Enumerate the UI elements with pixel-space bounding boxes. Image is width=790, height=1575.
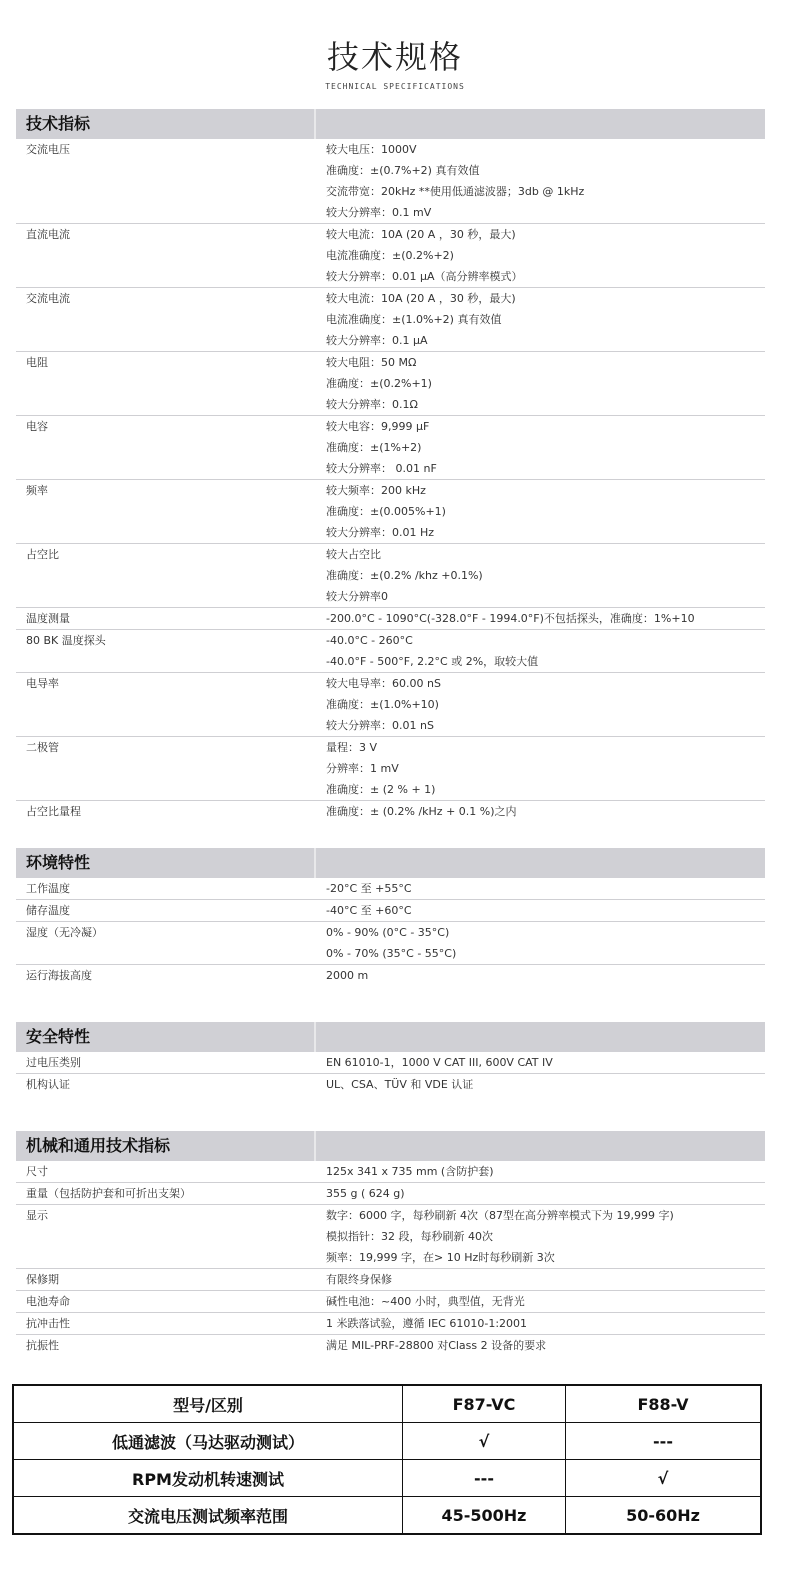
model-cell: F88-V (566, 1385, 762, 1423)
spec-label: 重量（包括防护套和可折出支架） (26, 1187, 191, 1200)
spec-row (16, 900, 765, 922)
spec-label: 直流电流 (26, 228, 70, 241)
model-row (13, 1460, 761, 1497)
spec-row (16, 630, 765, 673)
spec-value: 准确度：± (2 % + 1) (326, 783, 436, 796)
spec-values (316, 1183, 765, 1204)
spec-label: 温度测量 (26, 612, 70, 625)
spec-row (16, 544, 765, 608)
feature-cell: 型号/区别 (13, 1385, 403, 1423)
spec-value: 较大分辨率：0.01 nS (326, 719, 434, 732)
spec-value: 频率：19,999 字，在> 10 Hz时每秒刷新 3次 (326, 1251, 555, 1264)
spec-value: 0% - 70% (35°C - 55°C) (326, 947, 457, 960)
spec-row (16, 480, 765, 544)
model-comparison-table (12, 1384, 762, 1535)
spec-value: 较大分辨率：0.01 Hz (326, 526, 435, 539)
spec-values (316, 1161, 765, 1182)
model-cell: --- (566, 1423, 762, 1460)
feature-cell: 交流电压测试频率范围 (13, 1497, 403, 1535)
spec-label: 保修期 (26, 1273, 59, 1286)
spec-section (16, 1022, 765, 1095)
spec-values (316, 544, 765, 607)
spec-values (316, 922, 765, 964)
spec-value: 较大电阻：50 MΩ (326, 356, 417, 369)
spec-row (16, 1269, 765, 1291)
model-cell: √ (566, 1460, 762, 1497)
spec-label: 抗振性 (26, 1339, 59, 1352)
spec-row (16, 224, 765, 288)
spec-label: 电容 (26, 420, 48, 433)
spec-label: 电导率 (26, 677, 59, 690)
model-row (13, 1385, 761, 1423)
spec-value: 125x 341 x 735 mm (含防护套) (326, 1165, 494, 1178)
spec-values (316, 737, 765, 800)
spec-value: 电流准确度：±(1.0%+2) 真有效值 (326, 313, 502, 326)
spec-value: 有限终身保修 (326, 1273, 392, 1286)
spec-label: 机构认证 (26, 1078, 70, 1091)
page-subtitle: TECHNICAL SPECIFICATIONS (325, 82, 465, 91)
spec-row (16, 965, 765, 986)
spec-value: -200.0°C - 1090°C(-328.0°F - 1994.0°F)不包括探头，准确度：1%+10 (326, 612, 695, 625)
spec-values (316, 801, 765, 822)
spec-value: 较大分辨率：0.01 µA（高分辨率模式） (326, 270, 523, 283)
spec-row (16, 878, 765, 900)
spec-value: -40.0°C - 260°C (326, 634, 413, 647)
spec-value: 较大分辨率： 0.01 nF (326, 462, 437, 475)
model-cell: F87-VC (403, 1385, 566, 1423)
spec-values (316, 288, 765, 351)
spec-value: 数字：6000 字，每秒刷新 4次（87型在高分辨率模式下为 19,999 字) (326, 1209, 674, 1222)
spec-label: 交流电流 (26, 292, 70, 305)
spec-label: 交流电压 (26, 143, 70, 156)
spec-value: 较大电容：9,999 µF (326, 420, 430, 433)
spec-value: 较大分辨率0 (326, 590, 388, 603)
model-cell: 45-500Hz (403, 1497, 566, 1535)
spec-values (316, 630, 765, 672)
spec-section (16, 1131, 765, 1356)
spec-value: 准确度：±(0.7%+2) 真有效值 (326, 164, 480, 177)
spec-values (316, 1269, 765, 1290)
spec-row (16, 1335, 765, 1356)
spec-values (316, 139, 765, 223)
spec-label: 尺寸 (26, 1165, 48, 1178)
spec-value: 较大电导率：60.00 nS (326, 677, 441, 690)
spec-value: 较大电流：10A (20 A ，30 秒，最大) (326, 228, 516, 241)
spec-row (16, 608, 765, 630)
spec-value: -20°C 至 +55°C (326, 882, 412, 895)
spec-value: 较大分辨率：0.1 mV (326, 206, 432, 219)
spec-value: 355 g ( 624 g) (326, 1187, 405, 1200)
spec-row (16, 1052, 765, 1074)
spec-value: 电流准确度：±(0.2%+2) (326, 249, 454, 262)
spec-values (316, 352, 765, 415)
spec-label: 占空比量程 (26, 805, 81, 818)
spec-values (316, 480, 765, 543)
spec-row (16, 352, 765, 416)
section-title: 安全特性 (16, 1022, 316, 1052)
section-title: 机械和通用技术指标 (16, 1131, 316, 1161)
spec-value: 较大电流：10A (20 A ，30 秒，最大) (326, 292, 516, 305)
section-title: 技术指标 (16, 109, 316, 139)
spec-value: 准确度：± (0.2% /kHz + 0.1 %)之内 (326, 805, 517, 818)
spec-value: 准确度：±(1.0%+10) (326, 698, 439, 711)
spec-value: -40°C 至 +60°C (326, 904, 412, 917)
spec-value: 交流带宽：20kHz **使用低通滤波器；3db @ 1kHz (326, 185, 585, 198)
section-header (16, 1131, 765, 1161)
spec-section (16, 848, 765, 986)
spec-label: 工作温度 (26, 882, 70, 895)
spec-value: 准确度：±(0.2% /khz +0.1%) (326, 569, 483, 582)
spec-row (16, 139, 765, 224)
spec-values (316, 416, 765, 479)
spec-values (316, 965, 765, 986)
spec-value: 分辨率：1 mV (326, 762, 399, 775)
spec-values (316, 1205, 765, 1268)
spec-value: EN 61010-1，1000 V CAT III, 600V CAT IV (326, 1056, 553, 1069)
spec-values (316, 224, 765, 287)
spec-value: 准确度：±(0.005%+1) (326, 505, 446, 518)
model-cell: 50-60Hz (566, 1497, 762, 1535)
model-row (13, 1497, 761, 1535)
spec-row (16, 673, 765, 737)
spec-label: 电阻 (26, 356, 48, 369)
spec-row (16, 1205, 765, 1269)
section-header (16, 848, 765, 878)
spec-value: -40.0°F - 500°F, 2.2°C 或 2%，取较大值 (326, 655, 539, 668)
feature-cell: 低通滤波（马达驱动测试） (13, 1423, 403, 1460)
spec-row (16, 1161, 765, 1183)
spec-row (16, 1183, 765, 1205)
spec-label: 二极管 (26, 741, 59, 754)
spec-label: 电池寿命 (26, 1295, 70, 1308)
spec-value: 满足 MIL-PRF-28800 对Class 2 设备的要求 (326, 1339, 547, 1352)
spec-value: 较大频率：200 kHz (326, 484, 426, 497)
spec-value: 较大分辨率：0.1Ω (326, 398, 418, 411)
spec-sections (0, 109, 790, 1356)
section-title: 环境特性 (16, 848, 316, 878)
model-row (13, 1423, 761, 1460)
spec-values (316, 1313, 765, 1334)
spec-value: 准确度：±(1%+2) (326, 441, 422, 454)
spec-value: 较大分辨率：0.1 µA (326, 334, 428, 347)
spec-value: 较大电压：1000V (326, 143, 417, 156)
spec-value: UL、CSA、TÜV 和 VDE 认证 (326, 1078, 474, 1091)
spec-row (16, 1313, 765, 1335)
spec-row (16, 1291, 765, 1313)
spec-value: 碱性电池：~400 小时，典型值，无背光 (326, 1295, 525, 1308)
model-cell: √ (403, 1423, 566, 1460)
spec-row (16, 737, 765, 801)
feature-cell: RPM发动机转速测试 (13, 1460, 403, 1497)
spec-values (316, 1052, 765, 1073)
spec-value: 1 米跌落试验，遵循 IEC 61010-1:2001 (326, 1317, 528, 1330)
spec-label: 湿度（无冷凝） (26, 926, 103, 939)
spec-values (316, 608, 765, 629)
spec-values (316, 900, 765, 921)
spec-values (316, 1074, 765, 1095)
spec-label: 占空比 (26, 548, 59, 561)
spec-value: 模拟指针：32 段，每秒刷新 40次 (326, 1230, 493, 1243)
spec-label: 储存温度 (26, 904, 70, 917)
page-title: 技术规格 (326, 38, 463, 76)
spec-label: 抗冲击性 (26, 1317, 70, 1330)
spec-row (16, 801, 765, 822)
spec-row (16, 922, 765, 965)
spec-label: 80 BK 温度探头 (26, 634, 106, 647)
spec-value: 2000 m (326, 969, 369, 982)
spec-label: 显示 (26, 1209, 48, 1222)
spec-row (16, 288, 765, 352)
spec-row (16, 416, 765, 480)
spec-values (316, 878, 765, 899)
section-header (16, 109, 765, 139)
spec-values (316, 1291, 765, 1312)
spec-label: 运行海拔高度 (26, 969, 92, 982)
spec-label: 频率 (26, 484, 48, 497)
section-header (16, 1022, 765, 1052)
spec-values (316, 1335, 765, 1356)
spec-values (316, 673, 765, 736)
spec-row (16, 1074, 765, 1095)
spec-section (16, 109, 765, 822)
spec-value: 量程：3 V (326, 741, 378, 754)
spec-label: 过电压类别 (26, 1056, 81, 1069)
model-cell: --- (403, 1460, 566, 1497)
spec-value: 较大占空比 (326, 548, 381, 561)
spec-value: 0% - 90% (0°C - 35°C) (326, 926, 450, 939)
spec-value: 准确度：±(0.2%+1) (326, 377, 432, 390)
